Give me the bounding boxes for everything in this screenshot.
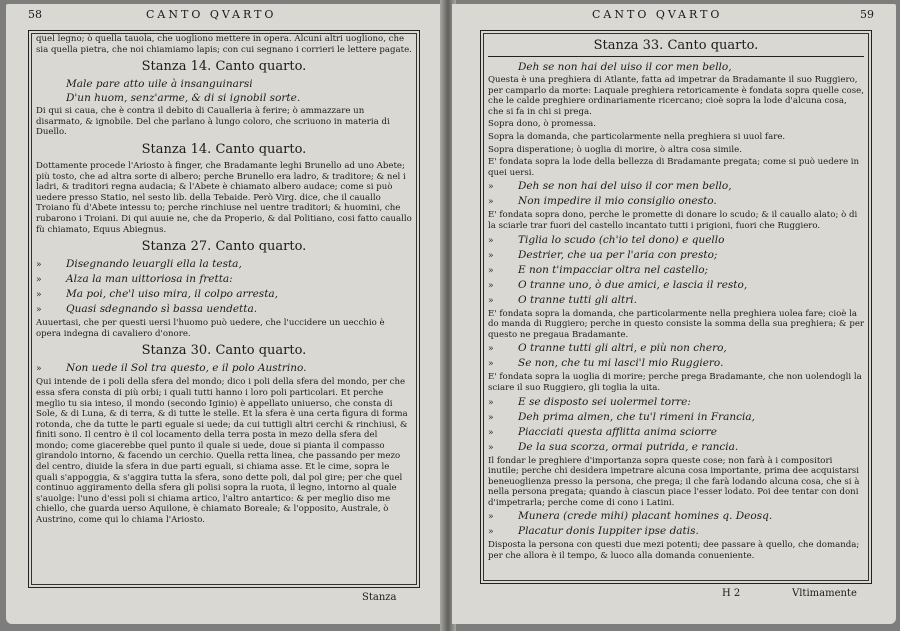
verse-line [488,342,864,356]
verse-text: Placatur donis Iuppiter ipse datis. [518,525,699,538]
stanza-heading: Stanza 30. Canto quarto. [141,343,307,359]
verse-line [488,294,864,308]
verse-text: Ma poi, che'l uiso mira, il colpo arresta, [66,288,279,301]
quote-marker: » [488,197,494,208]
commentary-paragraph: Sopra disperatione; ò uoglia di morire, ò altra cosa simile. [488,144,742,155]
verse-text: Male pare atto uile à insanguinarsi [66,78,253,91]
commentary-paragraph: Auuertasi, che per questi uersi l'huomo può uedere, che l'uccidere un uecchio è opera indegna di cavaliero d'onore. [36,318,385,339]
quote-marker: » [36,305,42,316]
verse-line [488,426,864,440]
verse-text: Deh se non hai del uiso il cor men bello, [518,180,732,193]
verse-text: Disegnando leuargli ella la testa, [66,258,242,271]
quote-marker: » [488,295,494,306]
stanza-heading: Stanza 14. Canto quarto. [141,59,307,75]
quote-marker: » [488,359,494,370]
verse-line [488,61,864,74]
commentary-paragraph: Questa è una preghiera di Atlante, fatta ad impetrar da Bradamante il suo Ruggiero, per camparlo da morte: Laquale preghiera retoricamente è fondata sopra quelle cose, che le calde preghiere ordinariamente ricercano; cioè sopra la lode d'alcuna cosa, che si fa in chi si prega. [488,75,864,117]
right-page-number: 59 [860,8,874,21]
stanza-heading: Stanza 14. Canto quarto. [141,141,307,157]
verse-text: E non t'impacciar oltra nel castello; [518,263,709,276]
verse-line [488,357,864,371]
verse-text: Deh prima almen, che tu'l rimeni in Francia, [518,410,755,423]
commentary-paragraph: E' fondata sopra la lode della bellezza di Bradamante pregata; come si può uedere in quei uersi. [488,157,860,178]
quote-marker: » [488,280,494,291]
commentary-paragraph: quel legno; ò quella tauola, che uogliono mettere in opera. Alcuni altri uogliono, che sia quella pietra, che noi chiamiamo lapis; con cui segnano i corrieri le lettere pagate. [36,34,412,55]
verse-line [36,288,412,302]
verse-text: Piacciati questa afflitta anima sciorre [518,425,718,438]
verse-text: Non impedire il mio consiglio onesto. [518,195,717,208]
right-page [452,4,896,624]
verse-text: D'un huom, senz'arme, & di si ignobil sorte. [66,92,301,105]
quote-marker: » [36,260,42,271]
verse-line [488,411,864,425]
commentary-paragraph: E' fondata sopra la uoglia di morire; perche prega Bradamante, che non uolendogli la sciare il suo Ruggiero, gli toglia la uita. [488,372,862,393]
left-page-number: 58 [28,8,42,21]
quote-marker: » [488,250,494,261]
verse-line [488,441,864,455]
verse-text: Munera (crede mihi) placant homines q. Deosq. [518,510,773,523]
verse-line [36,78,412,91]
commentary-paragraph: Sopra la domanda, che particolarmente nella preghiera si uuol fare. [488,131,786,142]
right-running-header: CANTO QVARTO [592,8,723,21]
verse-text: O tranne uno, ò due amici, e lascia il resto, [518,278,748,291]
quote-marker: » [488,182,494,193]
commentary-paragraph: Disposta la persona con questi due mezi potenti; dee passare à quello, che domanda; per che allora è il tempo, & luoco alla domanda conueniente. [488,540,860,562]
verse-line [488,180,864,194]
commentary-paragraph: Il fondar le preghiere d'importanza sopra queste cose; non farà à i compositori inutile; perche chi desidera impetrare alcuna cosa importante, prima dee acquistarsi beneuoglienza presso la persona, che prega; il che farà lodando alcuna cosa, che si à nella persona pregata; quando à ciascun piace l'esser lodato. Poi dee tentar con doni d'impetrarla; perche come di cono i Latini. [488,455,860,508]
quote-marker: » [488,527,494,538]
stanza-heading: Stanza 33. Canto quarto. [488,38,864,57]
quote-marker: » [488,397,494,408]
verse-line [36,258,412,272]
right-signature-mark: H 2 [722,588,741,599]
verse-line [488,396,864,410]
quote-marker: » [488,344,494,355]
commentary-paragraph: Sopra dono, ò promessa. [488,119,596,130]
verse-text: Non uede il Sol tra questo, e il polo Austrino. [66,362,307,375]
verse-line [488,195,864,209]
verse-line [488,510,864,524]
verse-text: Tiglia lo scudo (ch'io tel dono) e quello [518,233,725,246]
commentary-paragraph: E' fondata sopra la domanda, che particolarmente nella preghiera uolea fare; cioè la do manda di Ruggiero; perche in questo consiste la somma della sua preghiera; & per questo ne pregaua Bradamante. [488,308,864,340]
quote-marker: » [36,364,42,375]
verse-line [488,249,864,263]
quote-marker: » [36,290,42,301]
verse-line [488,264,864,278]
verse-line [488,525,864,539]
quote-marker: » [488,442,494,453]
quote-marker: » [488,427,494,438]
left-page [6,4,444,624]
quote-marker: » [488,512,494,523]
left-catchword: Stanza [362,592,397,603]
quote-marker: » [488,412,494,423]
verse-text: O tranne tutti gli altri, e più non chero, [518,342,727,355]
verse-text: E se disposto sei uolermel torre: [518,395,691,408]
quote-marker: » [36,275,42,286]
verse-text: O tranne tutti gli altri. [518,293,637,306]
verse-text: Se non, che tu mi lasci'l mio Ruggiero. [518,357,724,370]
right-text-column [488,34,864,580]
commentary-paragraph: Qui intende de i poli della sfera del mondo; dico i poli della sfera del mondo, per che essa sfera consta di più orbi; i quali tutti hanno i loro poli particolari. Et perche meglio tu sia inteso, il mondo (secondo Iginio) è appellato uniuerso, che consta di Sole, & di Luna, & di terra, & di tutte le stelle. Et la sfera è una certa figura di forma rotonda, che da tutte le parti eguale si uede; da cui tuttigli altri cerchi & rinchiusi, & finiti sono. Il centro è il col locamento della terra posta in mezo della sfera del mondo; come giacerebbe quel punto il quale si uede, doue si pianta il compasso girandolo intorno, & facendo un cerchio. Quella retta linea, che passando per mezo del centro, diuide la sfera in due parti eguali, si chiama asse. Et le cime, sopra le quali s'appoggia, & s'aggira tutta la sfera, sono dette poli, dal pol gire; per che quel continuo aggiramento della sfera gli polisi sopra la ruota, il legno, intorno al quale s'auolge: l'uno d'essi poli si chiama artico, l'altro antartico: & per meglio diso me chiello, che guarda uerso Aquilone, è chiamato Boreale; & l'opposito, Australe, ò Austrino, come qui lo chiama l'Ariosto. [36,377,408,526]
verse-text: Alza la man uittoriosa in fretta: [66,273,233,286]
verse-line [36,303,412,317]
commentary-paragraph: E' fondata sopra dono, perche le promette di donare lo scudo; & il cauallo alato; ò di la sciarle trar fuori del castello incantato tutti i prigioni, fuori che Ruggiero. [488,210,858,231]
commentary-paragraph: Dottamente procede l'Ariosto à finger, che Bradamante leghi Brunello ad uno Abete; più tosto, che ad altra sorte di albero; perche Brunello era ladro, & traditore; & nel i ladri, & traditori regna audacia; & l'Abete è chiamato albero audace; come si può uedere presso Statio, nel sesto lib. della Tebaide. Però Virg. dice, che il cauallo Troiano fù d'Abete intessu to; perche rinchiuse nel uentre traditori; & huomini, che rubarono i Troiani. Di qui auuie ne, che da Properio, & dal Politiano, cosi fatto cauallo fù chiamato, Equus Abiegnus. [36,160,412,235]
commentary-paragraph: Di qui si caua, che è contra il debito di Caualleria à ferire; ò ammazzare un disarmato, & ignobile. Del che parlano à lungo coloro, che scriuono in materia di Duello. [36,106,390,138]
stanza-heading: Stanza 27. Canto quarto. [141,239,307,255]
quote-marker: » [488,235,494,246]
verse-line [488,234,864,248]
verse-text: Destrier, che ua per l'aria con presto; [518,248,718,261]
verse-line [36,362,412,376]
quote-marker: » [488,265,494,276]
left-text-column [36,34,412,582]
verse-line [488,279,864,293]
verse-text: Quasi sdegnando sì bassa uendetta. [66,303,258,316]
verse-line [36,92,412,105]
right-catchword: Vltimamente [792,588,857,599]
verse-line [36,273,412,287]
verse-text: De la sua scorza, ormai putrida, e rancia. [518,440,739,453]
left-running-header: CANTO QVARTO [146,8,277,21]
verse-text: Deh se non hai del uiso il cor men bello, [518,61,732,73]
